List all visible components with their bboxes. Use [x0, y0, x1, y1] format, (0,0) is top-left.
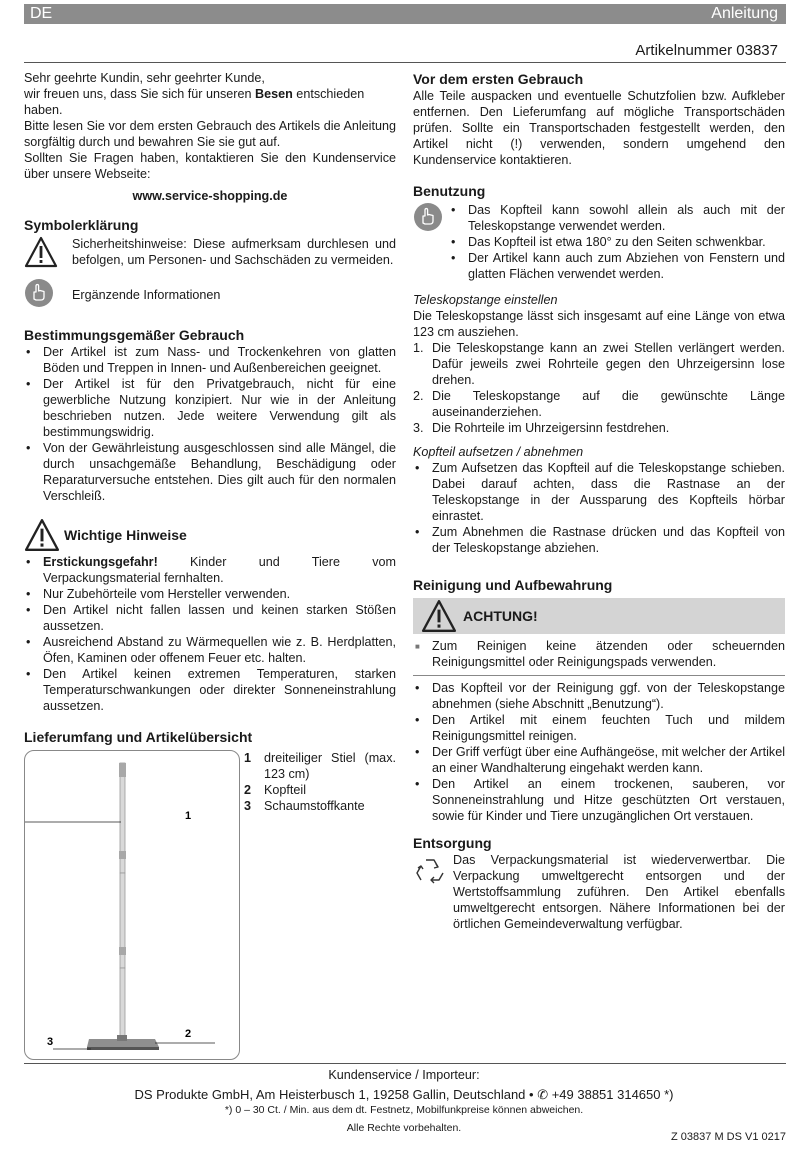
scope-heading: Lieferumfang und Artikelübersicht	[24, 729, 253, 745]
right-column	[413, 70, 785, 932]
footer-company: DS Produkte GmbH, Am Heisterbusch 1, 19258 Gallin, Deutschland • ✆ +49 38851 314650 *)	[134, 1087, 674, 1102]
achtung-banner	[413, 598, 785, 634]
symbol-warning-row	[24, 236, 396, 272]
list-item: • Den Artikel mit einem feuchten Tuch und mildem Reinigungsmittel reinigen.	[413, 712, 785, 744]
language-label: DE	[30, 5, 53, 22]
list-item: • Der Artikel ist für den Privatgebrauch, nicht für eine gewerbliche Nutzung konzipiert. Nur wie in der Anleitung beschrieben nutzen. Jede weitere Verwendung gilt als bestimmungswidrig.	[24, 376, 396, 440]
parts-list	[244, 750, 396, 814]
part-row: 3 Schaumstoffkante	[244, 799, 365, 813]
intro-text2: Bitte lesen Sie vor dem ersten Gebrauch des Artikels die Anleitung sorgfältig durch und bewahren Sie sie gut auf.	[24, 119, 396, 149]
usage-list	[449, 202, 785, 282]
intro-line1: wir freuen uns, dass Sie sich für unseren Besen entschieden haben.	[24, 87, 365, 117]
article-number: Artikelnummer 03837	[635, 42, 778, 59]
part-row: 1 dreiteiliger Stiel (max. 123 cm)	[244, 751, 396, 781]
list-item: • Der Griff verfügt über eine Aufhängeöse, mit welcher der Artikel an einer Wandhalterung eingehakt werden kann.	[413, 744, 785, 776]
website-link[interactable]: www.service-shopping.de	[132, 189, 288, 203]
list-item: • Der Artikel ist zum Nass- und Trockenkehren von glatten Böden und Treppen in Innen- und Außenbereichen geeignet.	[24, 344, 396, 376]
disposal-block	[413, 852, 785, 932]
list-item: • Ausreichend Abstand zu Wärmequellen wie z. B. Herdplatten, Öfen, Kaminen oder offenem Feuer etc. halten.	[24, 634, 396, 666]
list-item: • Den Artikel keinen extremen Temperaturen, starken Temperaturschwankungen oder direkter Sonneneinstrahlung aussetzen.	[24, 666, 396, 714]
left-column	[24, 70, 396, 1060]
list-item: • Das Kopfteil ist etwa 180° zu den Seiten schwenkbar.	[449, 234, 785, 250]
intro-text3: Sollten Sie Fragen haben, kontaktieren Sie den Kundenservice über unsere Webseite:	[24, 151, 396, 181]
cleaning-heading: Reinigung und Aufbewahrung	[413, 577, 613, 593]
callout-2: 2	[185, 1028, 192, 1040]
scope-section	[24, 750, 396, 1060]
before-use-heading: Vor dem ersten Gebrauch	[413, 71, 584, 87]
list-item: 1. Die Teleskopstange kann an zwei Stellen verlängert werden. Dafür jeweils zwei Rohrteile gegen den Uhrzeigersinn lose drehen.	[413, 341, 785, 387]
part-row: 2 Kopfteil	[244, 783, 307, 797]
head-list	[413, 460, 785, 556]
list-item: ■ Zum Reinigen keine ätzenden oder scheuernden Reinigungsmittel oder Reinigungspads verwenden.	[413, 638, 785, 670]
footer-service: Kundenservice / Importeur:	[328, 1068, 480, 1082]
symbol-info-row	[24, 278, 396, 312]
head-subheading: Kopfteil aufsetzen / abnehmen	[413, 445, 584, 459]
important-heading: Wichtige Hinweise	[64, 527, 187, 543]
symbol-info-text: Ergänzende Informationen	[72, 288, 221, 302]
doc-type-label: Anleitung	[711, 5, 778, 22]
warning-triangle-icon	[421, 599, 457, 633]
callout-3: 3	[47, 1036, 54, 1048]
list-item: 2. Die Teleskopstange auf die gewünschte Länge auseinanderziehen.	[413, 389, 785, 419]
list-item: • Das Kopfteil vor der Reinigung ggf. von der Teleskopstange abnehmen (siehe Abschnitt „Benutzung“).	[413, 680, 785, 712]
symbols-heading: Symbolerklärung	[24, 217, 139, 233]
list-item: • Der Artikel kann auch zum Abziehen von Fenstern und glatten Flächen verwendet werden.	[449, 250, 785, 282]
tele-intro: Die Teleskopstange lässt sich insgesamt auf eine Länge von etwa 123 cm ausziehen.	[413, 309, 785, 339]
cleaning-list	[413, 680, 785, 824]
header-divider	[24, 62, 786, 63]
disposal-heading: Entsorgung	[413, 835, 492, 851]
list-item: • Den Artikel an einem trockenen, sauberen, vor Sonneneinstrahlung und Hitze geschützten Ort verstauen, sowie für Kinder und Tiere unzugänglichen Ort verstauen.	[413, 776, 785, 824]
list-item: • Von der Gewährleistung ausgeschlossen sind alle Mängel, die durch unsachgemäße Behandlung, Beschädigung oder Reparaturversuche entstehen. Dies gilt auch für den normalen Verschleiß.	[24, 440, 396, 504]
tele-subheading: Teleskopstange einstellen	[413, 293, 558, 307]
footer-note: *) 0 – 30 Ct. / Min. aus dem dt. Festnetz, Mobilfunkpreise können abweichen.	[224, 1104, 584, 1116]
list-item: • Erstickungsgefahr! Kinder und Tiere vom Verpackungsmaterial fernhalten.	[24, 554, 396, 586]
list-item: • Nur Zubehörteile vom Hersteller verwenden.	[24, 586, 396, 602]
achtung-label: ACHTUNG!	[463, 608, 538, 624]
important-list	[24, 554, 396, 714]
caution-list	[413, 638, 785, 670]
warning-triangle-icon	[24, 236, 58, 272]
list-item: 3. Die Rohrteile im Uhrzeigersinn festdrehen.	[413, 421, 670, 435]
product-figure	[24, 750, 240, 1060]
important-heading-row	[24, 518, 396, 552]
recycle-icon	[413, 856, 449, 892]
warning-triangle-icon	[24, 518, 60, 552]
hand-info-icon	[413, 202, 445, 236]
list-item: • Zum Aufsetzen das Kopfteil auf die Teleskopstange schieben. Dabei darauf achten, dass die Rastnase an der Teleskopstange in der Aussparung des Kopfteils hörbar einrastet.	[413, 460, 785, 524]
caution-divider	[413, 675, 785, 676]
disposal-text: Das Verpackungsmaterial ist wiederverwertbar. Die Verpackung umweltgerecht entsorgen und der Wertstoffsammlung zuführen. Den Artikel ebenfalls umweltgerecht entsorgen. Nähere Informationen bei der örtlichen Gemeindeverwaltung verfügbar.	[453, 853, 785, 931]
callout-1: 1	[185, 810, 192, 822]
list-item: • Den Artikel nicht fallen lassen und keinen starken Stößen aussetzen.	[24, 602, 396, 634]
footer-rights: Alle Rechte vorbehalten.	[346, 1122, 462, 1134]
symbol-warning-text: Sicherheitshinweise: Diese aufmerksam durchlesen und befolgen, um Personen- und Sachschäden zu vermeiden.	[72, 237, 396, 267]
greeting: Sehr geehrte Kundin, sehr geehrter Kunde,	[24, 71, 265, 85]
broom-illustration	[25, 751, 239, 1059]
intended-use-heading: Bestimmungsgemäßer Gebrauch	[24, 327, 245, 343]
hand-info-icon	[24, 278, 58, 312]
footer-divider	[24, 1063, 786, 1064]
header-bar	[24, 4, 786, 24]
list-item: • Zum Abnehmen die Rastnase drücken und das Kopfteil von der Teleskopstange abziehen.	[413, 524, 785, 556]
tele-steps	[413, 340, 785, 436]
intended-use-list	[24, 344, 396, 504]
usage-heading: Benutzung	[413, 183, 486, 199]
list-item: • Das Kopfteil kann sowohl allein als auch mit der Teleskopstange verwendet werden.	[449, 202, 785, 234]
footer-code: Z 03837 M DS V1 0217	[671, 1131, 786, 1143]
before-use-text: Alle Teile auspacken und eventuelle Schutzfolien bzw. Aufkleber entfernen. Den Lieferumfang auf mögliche Transportschäden prüfen. Sollte ein Transportschaden festgestellt werden, den Artikel nicht (!) verwenden, sondern umgehend den Kundenservice kontaktieren.	[413, 89, 785, 167]
usage-block	[413, 202, 785, 282]
